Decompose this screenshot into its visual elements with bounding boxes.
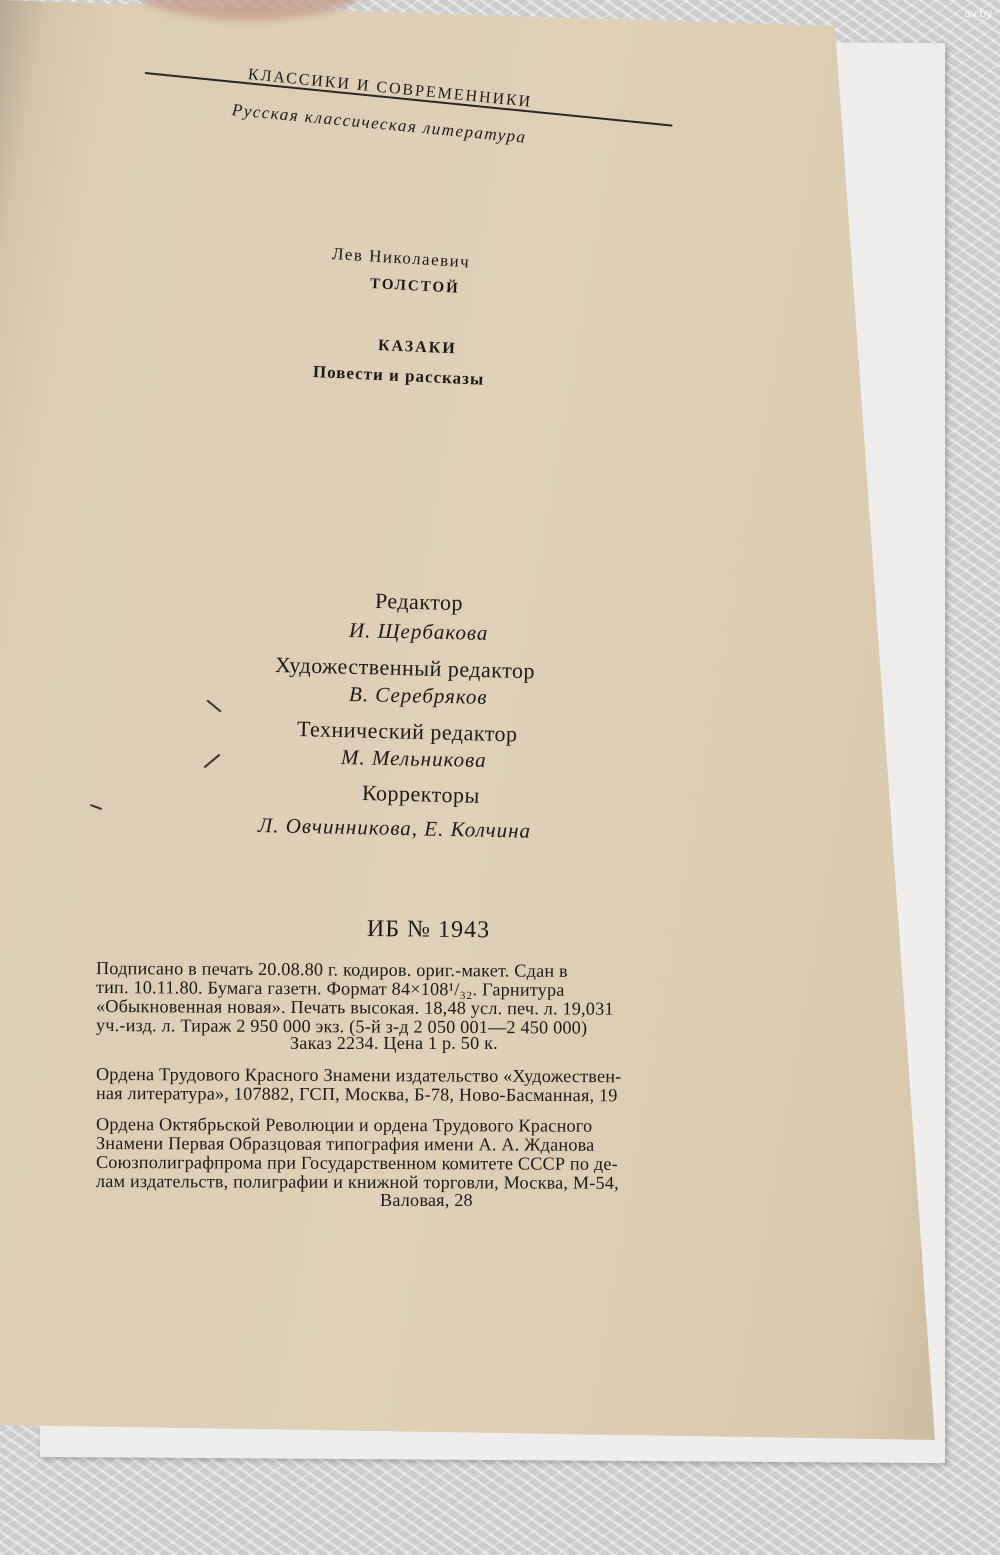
imprint-line: уч.-изд. л. Тираж 2 950 000 экз. (5-й з-д 2 050 001—2 450 000) [95, 1015, 588, 1038]
series-subtitle: Русская классическая литература [231, 100, 528, 147]
author-name: Лев Николаевич [331, 244, 471, 272]
publisher-line: ная литература», 107882, ГСП, Москва, Б-78, Ново-Басманная, 19 [95, 1083, 618, 1106]
series-name: КЛАССИКИ И СОВРЕМЕННИКИ [247, 66, 533, 111]
printer-line: лам издательств, полиграфии и книжной торговли, Москва, М-54, [95, 1171, 619, 1193]
imprint-line: «Обыкновенная новая». Печать высокая. 18,48 усл. печ. л. 19,031 [95, 996, 614, 1019]
ib-number: ИБ № 1943 [366, 916, 491, 944]
proofreaders-names: Л. Овчинникова, Е. Колчина [257, 813, 532, 843]
author-surname: ТОЛСТОЙ [369, 276, 461, 297]
imprint-line: тип. 10.11.80. Бумага газетн. Формат 84×108¹/₃₂. Гарнитура [95, 977, 565, 1000]
editor-name: И. Щербакова [348, 618, 489, 645]
imprint-line: Подписано в печать 20.08.80 г. кодиров. ориг.-макет. Сдан в [95, 958, 568, 981]
pencil-mark [206, 699, 221, 712]
book-title: КАЗАКИ [377, 337, 458, 358]
art-editor-role: Художественный редактор [274, 652, 536, 684]
printer-line: Знамени Первая Образцовая типография имени А. А. Жданова [95, 1133, 595, 1155]
art-editor-name: В. Серебряков [348, 682, 488, 709]
tech-editor-name: М. Мельникова [340, 745, 487, 773]
proofreaders-role: Корректоры [361, 780, 481, 808]
order-line: Заказ 2234. Цена 1 р. 50 к. [290, 1033, 498, 1053]
pencil-mark [204, 754, 221, 768]
pencil-mark [90, 804, 102, 810]
printer-line: Союзполиграфпрома при Государственном комитете СССР по де- [95, 1152, 618, 1174]
tech-editor-role: Технический редактор [296, 716, 518, 747]
watermark: av.by [964, 6, 992, 20]
printer-address: Валовая, 28 [380, 1190, 473, 1210]
editor-role: Редактор [374, 588, 464, 616]
book-subtitle: Повести и рассказы [312, 362, 485, 389]
printer-line: Ордена Октябрьской Революции и ордена Трудового Красного [95, 1114, 593, 1136]
publisher-line: Ордена Трудового Красного Знамени издательство «Художествен- [95, 1064, 622, 1087]
